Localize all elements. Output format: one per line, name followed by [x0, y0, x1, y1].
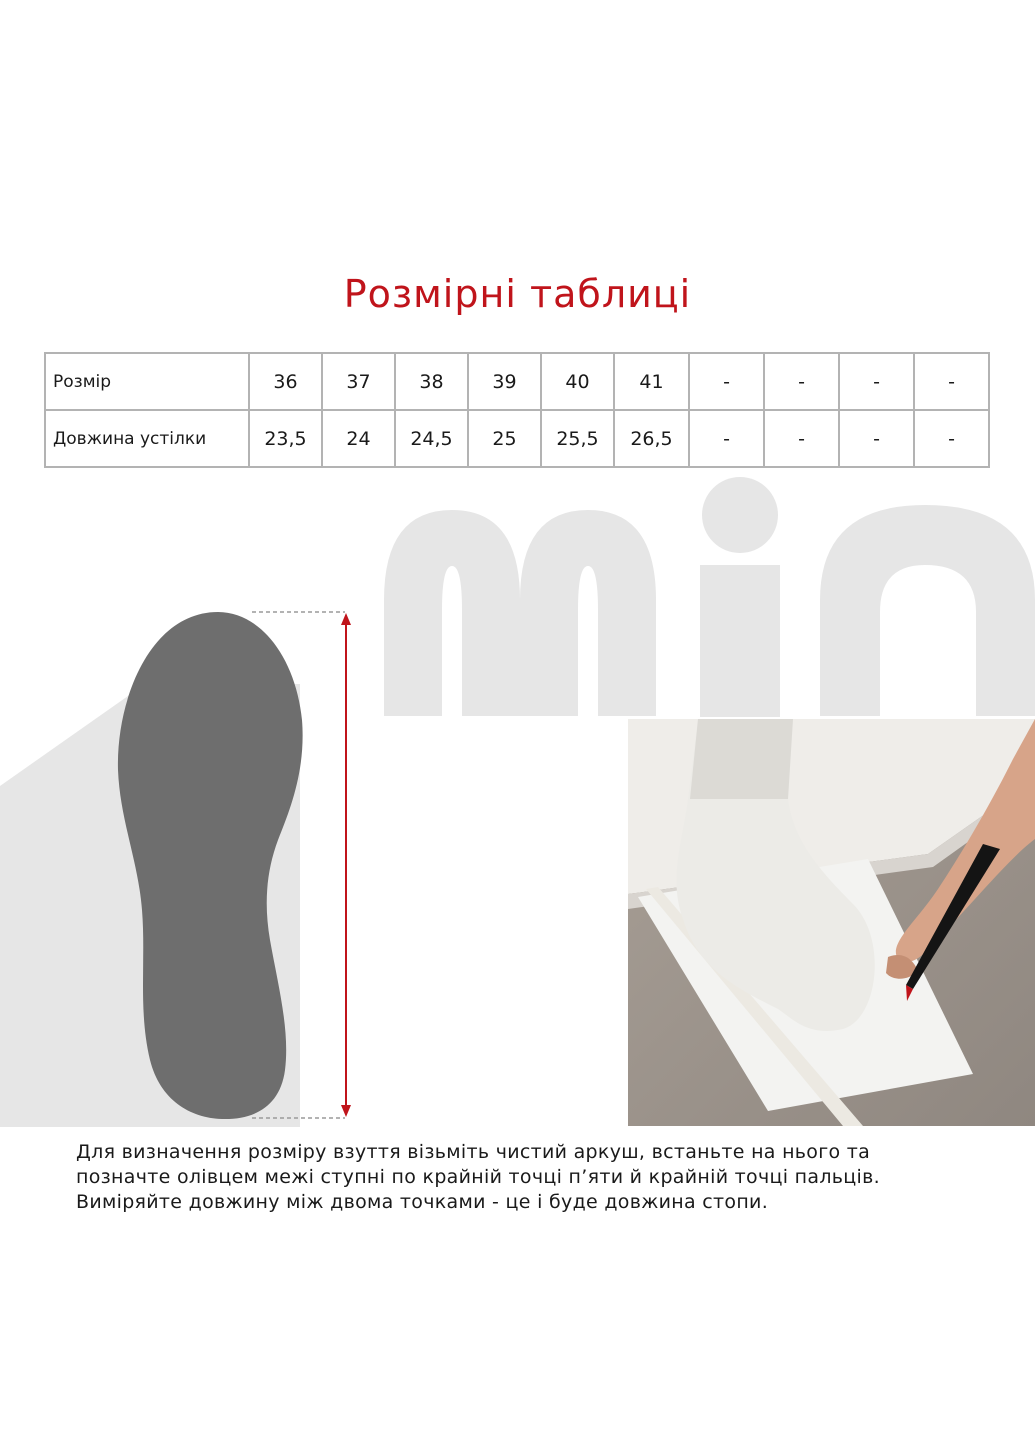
table-cell: - — [914, 410, 989, 467]
row-label: Розмір — [45, 353, 249, 410]
table-cell: 40 — [541, 353, 614, 410]
table-cell: 39 — [468, 353, 541, 410]
instruction-line: Для визначення розміру взуття візьміть чистий аркуш, встаньте на нього та — [76, 1141, 871, 1163]
table-cell: 23,5 — [249, 410, 322, 467]
page-title: Розмірні таблиці — [343, 272, 692, 316]
table-cell: 24 — [322, 410, 395, 467]
table-cell: 41 — [614, 353, 689, 410]
table-cell: - — [689, 410, 764, 467]
foot-measuring-photo — [628, 719, 1035, 1126]
table-cell: - — [689, 353, 764, 410]
table-cell: - — [839, 353, 914, 410]
table-cell: - — [764, 410, 839, 467]
table-cell: 25,5 — [541, 410, 614, 467]
row-label: Довжина устілки — [45, 410, 249, 467]
instruction-line: Виміряйте довжину між двома точками - це і буде довжина стопи. — [76, 1191, 769, 1213]
table-cell: - — [764, 353, 839, 410]
table-cell: - — [839, 410, 914, 467]
instruction-line: позначте олівцем межі ступні по крайній точці п’яти й крайній точці пальців. — [76, 1166, 880, 1188]
table-cell: - — [914, 353, 989, 410]
table-cell: 38 — [395, 353, 468, 410]
instructions — [76, 1140, 1016, 1215]
table-cell: 37 — [322, 353, 395, 410]
table-cell: 24,5 — [395, 410, 468, 467]
table-cell: 26,5 — [614, 410, 689, 467]
table-cell: 25 — [468, 410, 541, 467]
table-cell: 36 — [249, 353, 322, 410]
